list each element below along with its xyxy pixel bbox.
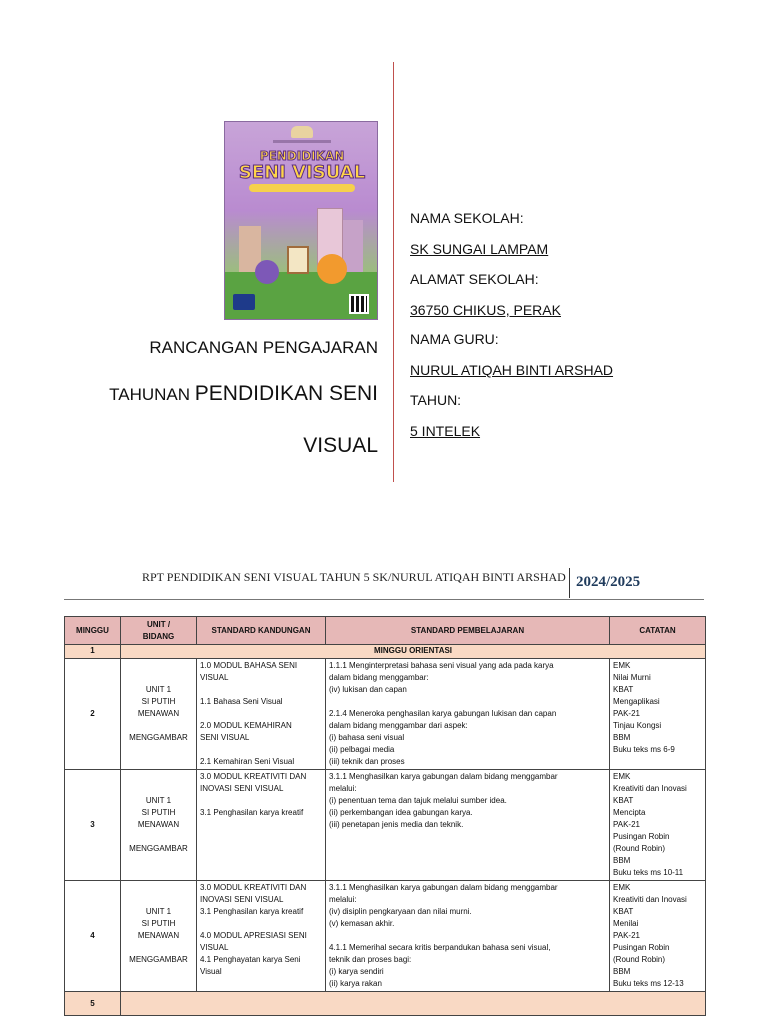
catatan-line: Buku teks ms 12-13 — [613, 979, 684, 988]
standard-kandungan-cell — [197, 659, 326, 770]
cover-title-small: TAHUNAN — [109, 385, 191, 404]
standard-kandungan-line — [200, 918, 322, 930]
rpt-table — [64, 616, 706, 1016]
col-header-sk: STANDARD KANDUNGAN — [197, 617, 326, 645]
school-label: NAMA SEKOLAH: — [410, 210, 524, 226]
book-title-art — [233, 150, 371, 196]
standard-pembelajaran-line: 3.1.1 Menghasilkan karya gabungan dalam bidang menggambar — [329, 883, 558, 892]
standard-pembelajaran-line: (v) kemasan akhir. — [329, 919, 395, 928]
header-rule — [64, 599, 704, 600]
unit-line: UNIT 1 — [145, 685, 172, 694]
orientation-row — [65, 645, 706, 659]
table-row — [65, 881, 706, 992]
table-row — [65, 659, 706, 770]
unit-cell — [121, 770, 197, 881]
col-header-unit-line-2: BIDANG — [142, 631, 175, 641]
standard-pembelajaran-line: 2.1.4 Meneroka penghasilan karya gabungan lukisan dan capan — [329, 709, 557, 718]
unit-line: UNIT 1 — [145, 907, 172, 916]
teacher-value: NURUL ATIQAH BINTI ARSHAD — [410, 362, 614, 378]
unit-line — [124, 720, 193, 732]
catatan-line: Mencipta — [613, 808, 646, 817]
standard-pembelajaran-line: (i) karya sendiri — [329, 967, 384, 976]
standard-kandungan-line — [200, 744, 322, 756]
week-5-content — [121, 992, 706, 1016]
standard-kandungan-line: INOVASI SENI VISUAL — [200, 784, 284, 793]
cover-title-big: PENDIDIKAN SENI — [194, 382, 378, 405]
book-title-main: SENI VISUAL — [238, 162, 366, 183]
catatan-line: PAK-21 — [613, 931, 640, 940]
rpt-header: RPT PENDIDIKAN SENI VISUAL TAHUN 5 SK/NURUL ATIQAH BINTI ARSHAD — [142, 570, 566, 584]
unit-line: UNIT 1 — [145, 796, 172, 805]
standard-pembelajaran-line: (i) bahasa seni visual — [329, 733, 405, 742]
catatan-line: Pusingan Robin — [613, 832, 670, 841]
catatan-line: PAK-21 — [613, 709, 640, 718]
standard-kandungan-cell — [197, 770, 326, 881]
catatan-line: PAK-21 — [613, 820, 640, 829]
rpt-year: 2024/2025 — [576, 574, 641, 590]
standard-pembelajaran-line: melalui: — [329, 895, 357, 904]
standard-kandungan-line: SENI VISUAL — [200, 733, 250, 742]
catatan-cell — [610, 881, 706, 992]
standard-pembelajaran-line: (ii) karya rakan — [329, 979, 382, 988]
standard-kandungan-line: 3.0 MODUL KREATIVITI DAN — [200, 883, 307, 892]
catatan-line: Nilai Murni — [613, 673, 651, 682]
catatan-line: (Round Robin) — [613, 955, 666, 964]
standard-pembelajaran-line: 1.1.1 Menginterpretasi bahasa seni visual yang ada pada karya — [329, 661, 554, 670]
standard-pembelajaran-line: dalam bidang menggambar: — [329, 673, 429, 682]
catatan-line: EMK — [613, 883, 631, 892]
col-header-sp: STANDARD PEMBELAJARAN — [326, 617, 610, 645]
standard-kandungan-line — [200, 795, 322, 807]
standard-pembelajaran-line: (iii) penetapan jenis media dan teknik. — [329, 820, 464, 829]
orientation-week: 1 — [65, 645, 121, 659]
standard-pembelajaran-cell — [326, 881, 610, 992]
catatan-line: EMK — [613, 772, 631, 781]
standard-pembelajaran-line: (ii) perkembangan idea gabungan karya. — [329, 808, 473, 817]
catatan-line: KBAT — [613, 685, 634, 694]
easel-illustration — [287, 246, 309, 274]
standard-kandungan-line: 2.0 MODUL KEMAHIRAN — [200, 721, 292, 730]
catatan-line: BBM — [613, 856, 631, 865]
address-label: ALAMAT SEKOLAH: — [410, 271, 539, 287]
week-number: 3 — [65, 770, 121, 881]
catatan-line: Kreativiti dan Inovasi — [613, 895, 687, 904]
catatan-line: EMK — [613, 661, 631, 670]
standard-pembelajaran-line: melalui: — [329, 784, 357, 793]
standard-kandungan-line: 1.0 MODUL BAHASA SENI — [200, 661, 298, 670]
week-number: 2 — [65, 659, 121, 770]
cover-divider — [393, 62, 394, 482]
col-header-unit — [121, 617, 197, 645]
catatan-line: KBAT — [613, 796, 634, 805]
standard-kandungan-line: 4.1 Penghayatan karya Seni — [200, 955, 301, 964]
catatan-line: Tinjau Kongsi — [613, 721, 662, 730]
standard-pembelajaran-line — [329, 930, 606, 942]
catatan-line: (Round Robin) — [613, 844, 666, 853]
school-value: SK SUNGAI LAMPAM — [410, 241, 549, 257]
standard-kandungan-line: Visual — [200, 967, 222, 976]
standard-pembelajaran-line: (iii) teknik dan proses — [329, 757, 405, 766]
standard-pembelajaran-line: teknik dan proses bagi: — [329, 955, 412, 964]
unit-cell — [121, 659, 197, 770]
col-header-unit-line-1: UNIT / — [146, 619, 171, 629]
unit-line: SI PUTIH — [141, 808, 176, 817]
unit-line: MENAWAN — [137, 820, 180, 829]
unit-line: SI PUTIH — [141, 919, 176, 928]
unit-line: MENAWAN — [137, 709, 180, 718]
standard-kandungan-line: 1.1 Bahasa Seni Visual — [200, 697, 283, 706]
standard-pembelajaran-line: (i) penentuan tema dan tajuk melalui sumber idea. — [329, 796, 507, 805]
unit-line: MENAWAN — [137, 931, 180, 940]
col-header-week: MINGGU — [65, 617, 121, 645]
catatan-line: Mengaplikasi — [613, 697, 660, 706]
unit-line: MENGGAMBAR — [129, 844, 188, 853]
unit-line: MENGGAMBAR — [129, 733, 188, 742]
standard-pembelajaran-cell — [326, 659, 610, 770]
week-number: 5 — [65, 992, 121, 1016]
standard-kandungan-line: VISUAL — [200, 673, 229, 682]
catatan-line: Buku teks ms 10-11 — [613, 868, 684, 877]
standard-kandungan-line: VISUAL — [200, 943, 229, 952]
unit-line — [124, 831, 193, 843]
standard-kandungan-line: 3.1 Penghasilan karya kreatif — [200, 907, 304, 916]
standard-pembelajaran-line: (iv) lukisan dan capan — [329, 685, 407, 694]
book-cover-image — [224, 121, 378, 320]
standard-pembelajaran-cell — [326, 770, 610, 881]
catatan-line: BBM — [613, 733, 631, 742]
catatan-line: KBAT — [613, 907, 634, 916]
standard-pembelajaran-line: 4.1.1 Memerihal secara kritis berpandukan bahasa seni visual, — [329, 943, 551, 952]
orange-character-illustration — [317, 254, 347, 284]
standard-kandungan-line: 4.0 MODUL APRESIASI SENI — [200, 931, 307, 940]
standard-kandungan-line: 3.0 MODUL KREATIVITI DAN — [200, 772, 307, 781]
catatan-line: BBM — [613, 967, 631, 976]
header-separator — [569, 568, 570, 598]
standard-pembelajaran-line — [329, 696, 606, 708]
standard-kandungan-line: 2.1 Kemahiran Seni Visual — [200, 757, 295, 766]
catatan-line: Pusingan Robin — [613, 943, 670, 952]
orientation-label: MINGGU ORIENTASI — [121, 645, 706, 659]
standard-kandungan-line — [200, 684, 322, 696]
cover-title-line-2 — [109, 382, 378, 406]
kssr-logo — [233, 294, 255, 310]
cover-title-line-3: VISUAL — [303, 434, 378, 457]
unit-line: MENGGAMBAR — [129, 955, 188, 964]
standard-kandungan-cell — [197, 881, 326, 992]
crest-emblem — [291, 126, 313, 138]
catatan-line: Menilai — [613, 919, 639, 928]
col-header-notes: CATATAN — [610, 617, 706, 645]
book-title-top: PENDIDIKAN — [259, 149, 345, 163]
year-label: TAHUN: — [410, 392, 462, 408]
cover-title-line-1: RANCANGAN PENGAJARAN — [149, 338, 378, 357]
standard-pembelajaran-line: 3.1.1 Menghasilkan karya gabungan dalam bidang menggambar — [329, 772, 558, 781]
catatan-cell — [610, 659, 706, 770]
catatan-line: Buku teks ms 6-9 — [613, 745, 675, 754]
standard-pembelajaran-line: dalam bidang menggambar dari aspek: — [329, 721, 468, 730]
standard-kandungan-line: 3.1 Penghasilan karya kreatif — [200, 808, 304, 817]
purple-character-illustration — [255, 260, 279, 284]
crest-caption-bar — [273, 140, 331, 143]
table-header-row — [65, 617, 706, 645]
book-subtitle-bar — [249, 184, 355, 192]
unit-cell — [121, 881, 197, 992]
qr-code — [349, 294, 369, 314]
unit-line: SI PUTIH — [141, 697, 176, 706]
table-row-week-5 — [65, 992, 706, 1016]
unit-line — [124, 942, 193, 954]
catatan-line: Kreativiti dan Inovasi — [613, 784, 687, 793]
catatan-cell — [610, 770, 706, 881]
standard-pembelajaran-line: (iv) disiplin pengkaryaan dan nilai murni. — [329, 907, 472, 916]
year-value: 5 INTELEK — [410, 423, 481, 439]
standard-pembelajaran-line: (ii) pelbagai media — [329, 745, 395, 754]
standard-kandungan-line: INOVASI SENI VISUAL — [200, 895, 284, 904]
table-row — [65, 770, 706, 881]
standard-kandungan-line — [200, 708, 322, 720]
address-value: 36750 CHIKUS, PERAK — [410, 302, 561, 318]
week-number: 4 — [65, 881, 121, 992]
teacher-label: NAMA GURU: — [410, 331, 499, 347]
